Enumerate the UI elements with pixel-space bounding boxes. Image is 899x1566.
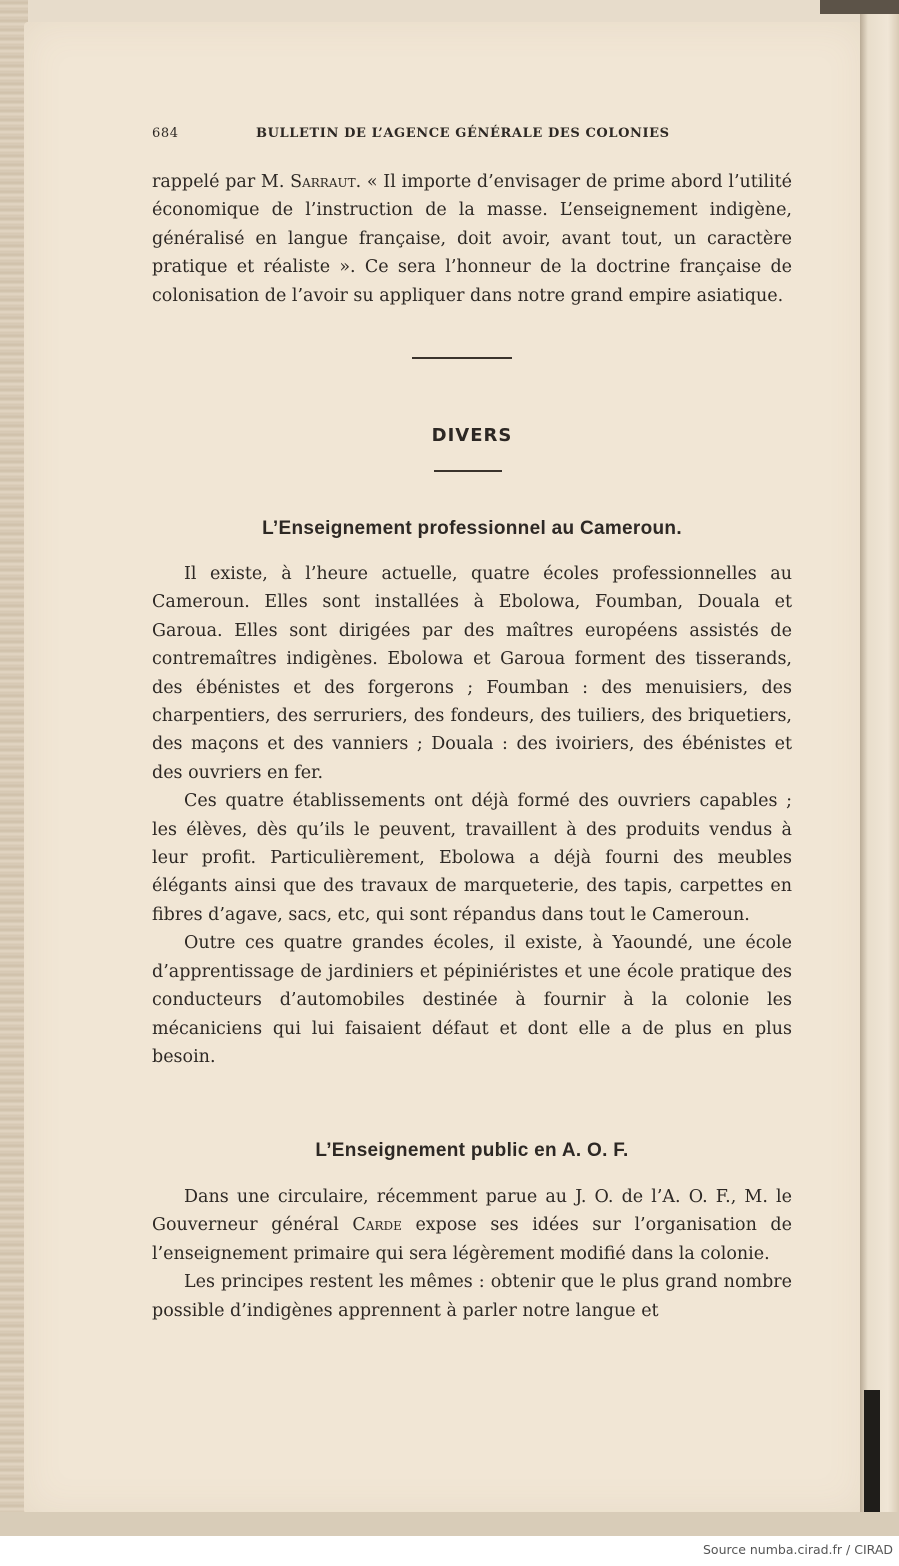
section-title-aof: L’Enseignement public en A. O. F. (315, 1140, 629, 1161)
intro-paragraph (152, 168, 792, 310)
aof-paragraph-2: Les principes restent les mêmes : obtenir que le plus grand nombre possible d’indigènes apprennent à parler notre langue et (152, 1272, 792, 1321)
scan-bottom-edge (0, 1512, 899, 1536)
person-name: Carde (352, 1215, 402, 1236)
intro-text (152, 168, 792, 310)
person-name: Sarraut (290, 172, 356, 192)
aof-text-a: Dans une circulaire, récemment parue au J. O. de l’A. O. F., M. le Gouverneur général (152, 1187, 792, 1236)
cameroun-text (152, 560, 792, 1071)
aof-text-b: expose ses idées sur l’organisation de l’enseignement primaire qui sera légèrement modifié dans la colonie. (152, 1215, 792, 1264)
aof-paragraph-1 (152, 1183, 792, 1268)
intro-text-a: rappelé par M. (152, 172, 291, 192)
section-title-cameroun: L’Enseignement professionnel au Cameroun. (262, 518, 682, 539)
intro-text-b: . « Il importe d’envisager de prime abord l’utilité économique de l’instruction de la masse. L’enseignement indigène, généralisé en langue française, doit avoir, avant tout, un caractère pratique et réaliste ». Ce sera l’honneur de la doctrine française de colonisation de l’avoir su appliquer dans notre grand empire asiatique. (152, 172, 792, 306)
cameroun-paragraph-2: Ces quatre établissements ont déjà formé des ouvriers capables ; les élèves, dès qu’ils le peuvent, travaillent à des produits vendus à leur profit. Particulièrement, Ebolowa a déjà fourni des meubles élégants ainsi que des travaux de marqueterie, des tapis, carpettes en fibres d’agave, sacs, etc, qui sont répandus dans tout le Cameroun. (152, 791, 792, 925)
aof-text (152, 1183, 792, 1325)
cover-edge (820, 0, 899, 14)
book-block-edge (860, 0, 899, 1536)
cameroun-paragraph-3: Outre ces quatre grandes écoles, il existe, à Yaoundé, une école d’apprentissage de jardiniers et pépiniéristes et une école pratique des conducteurs d’automobiles destinée à fournir à la colonie les mécaniciens qui lui faisaient défaut et dont elle a de plus en plus besoin. (152, 933, 792, 1067)
divers-heading: DIVERS (431, 425, 513, 446)
heading-underline (434, 470, 502, 472)
source-credit: Source numba.cirad.fr / CIRAD (702, 1542, 893, 1557)
separator-rule (412, 357, 512, 359)
running-header (152, 126, 792, 148)
running-title: BULLETIN DE L’AGENCE GÉNÉRALE DES COLONIES (256, 126, 670, 141)
cameroun-paragraph-1: Il existe, à l’heure actuelle, quatre écoles professionnelles au Cameroun. Elles sont installées à Ebolowa, Foumban, Douala et Garoua. Elles sont dirigées par des maîtres européens assistés de contremaîtres indigènes. Ebolowa et Garoua forment des tisserands, des ébénistes et des forgerons ; Foumban : des menuisiers, des charpentiers, des serruriers, des fondeurs, des tuiliers, des briquetiers, des maçons et des vanniers ; Douala : des ivoiriers, des ébénistes et des ouvriers en fer. (152, 564, 792, 783)
page-number: 684 (152, 126, 179, 141)
